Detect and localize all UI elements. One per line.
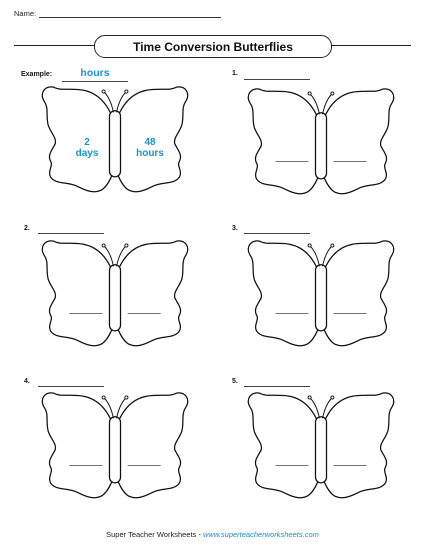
problem-2-number: 2. — [24, 225, 30, 232]
problem-4-answer-line[interactable] — [38, 386, 104, 387]
problem-3-answer-line[interactable] — [244, 233, 310, 234]
problem-2-answer-line[interactable] — [38, 233, 104, 234]
page-title — [94, 35, 332, 58]
problem-5-answer-line[interactable] — [244, 386, 310, 387]
name-label: Name: — [14, 9, 37, 18]
example-left-wing-unit: days — [75, 148, 99, 159]
problem-5-butterfly — [242, 390, 400, 508]
example-right-wing-number: 48 — [144, 137, 156, 148]
example-butterfly — [36, 84, 194, 202]
problem-1-number: 1. — [232, 70, 238, 77]
example-left-wing-number: 2 — [84, 137, 90, 148]
example-left-wing-text — [67, 137, 107, 159]
problem-1-butterfly — [242, 86, 400, 204]
problem-1-answer-line[interactable] — [244, 79, 310, 80]
name-line[interactable] — [39, 9, 221, 18]
name-field[interactable] — [14, 9, 221, 18]
problem-2-butterfly — [36, 238, 194, 356]
problem-4-butterfly — [36, 390, 194, 508]
footer-text: Super Teacher Worksheets - — [106, 530, 203, 539]
example-label: Example: — [21, 71, 53, 78]
problem-3-butterfly — [242, 238, 400, 356]
example-right-wing-unit: hours — [136, 148, 164, 159]
example-answer-line — [62, 81, 128, 82]
footer — [0, 530, 425, 539]
problem-5-number: 5. — [232, 378, 238, 385]
example-right-wing-text — [130, 137, 170, 159]
problem-3-number: 3. — [232, 225, 238, 232]
footer-url-link[interactable]: www.superteacherworksheets.com — [202, 530, 319, 539]
example-answer: hours — [80, 67, 110, 79]
problem-4-number: 4. — [24, 378, 30, 385]
page-title-text: Time Conversion Butterflies — [133, 39, 293, 54]
